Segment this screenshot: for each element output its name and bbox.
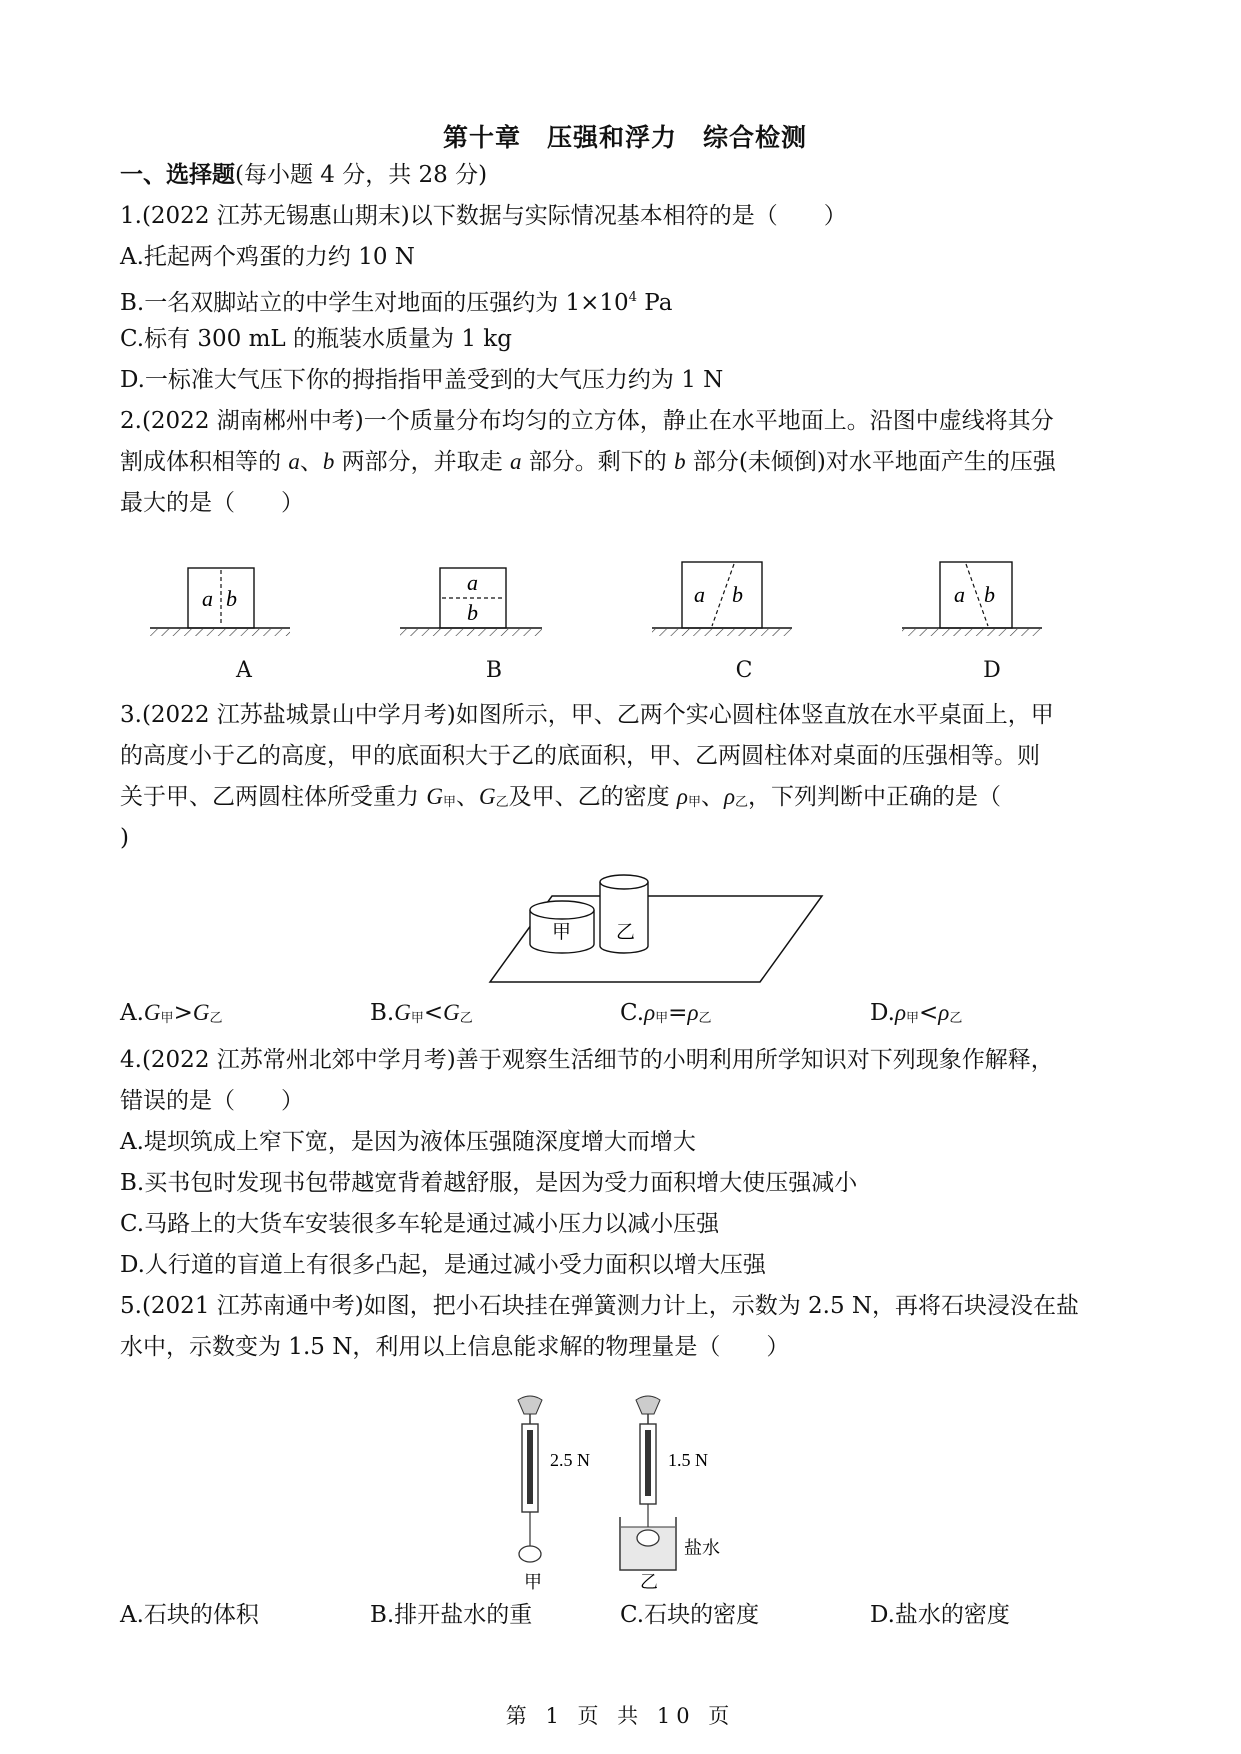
q3-opt-op: < bbox=[423, 1000, 444, 1026]
q2-fig-label-d: D bbox=[983, 658, 1001, 683]
q4-option-b: B.买书包时发现书包带越宽背着越舒服，是因为受力面积增大使压强减小 bbox=[120, 1170, 858, 1196]
q3-opt-text: B. bbox=[370, 1000, 395, 1026]
q3-sub-yi: 乙 bbox=[209, 1011, 223, 1026]
q5-option-d: D.盐水的密度 bbox=[870, 1602, 1010, 1628]
q3-fig-yi: 乙 bbox=[616, 922, 636, 943]
q3-line4: ) bbox=[120, 825, 129, 851]
q3-line1: 3.(2022 江苏盐城景山中学月考)如图所示，甲、乙两个实心圆柱体竖直放在水平桌面上，甲 bbox=[120, 702, 1054, 728]
q2-line1: 2.(2022 湖南郴州中考)一个质量分布均匀的立方体，静止在水平地面上。沿图中虚线将其分 bbox=[120, 408, 1054, 434]
q3-sub-jia: 甲 bbox=[410, 1011, 424, 1026]
q3-fig-jia: 甲 bbox=[552, 922, 572, 943]
q2-text: 部分(未倾倒)对水平地面产生的压强 bbox=[685, 449, 1056, 475]
q5-scale-yi bbox=[620, 1396, 720, 1592]
q2-figure bbox=[150, 568, 1120, 648]
q3-cylinder-jia bbox=[530, 901, 594, 953]
q3-text: 、 bbox=[700, 784, 724, 810]
q3-var-g: G bbox=[192, 1000, 210, 1025]
section-heading-note: (每小题 4 分，共 28 分) bbox=[235, 162, 488, 188]
q2-text: 割成体积相等的 bbox=[120, 449, 289, 475]
q4-option-c: C.马路上的大货车安装很多车轮是通过减小压力以减小压强 bbox=[120, 1211, 720, 1237]
q3-line2: 的高度小于乙的高度，甲的底面积大于乙的底面积，甲、乙两圆柱体对桌面的压强相等。则 bbox=[120, 743, 1040, 769]
q2-text: 两部分，并取走 bbox=[334, 449, 510, 475]
q3-var-rho: ρ bbox=[676, 784, 688, 809]
q3-opt-text: C. bbox=[620, 1000, 645, 1026]
q2-fig-d-letter-b: b bbox=[984, 582, 995, 607]
section-heading-text: 一、选择题 bbox=[120, 161, 235, 188]
q2-var-b: b bbox=[322, 449, 335, 474]
q3-sub-yi: 乙 bbox=[495, 795, 509, 810]
q2-fig-a-letter-b: b bbox=[226, 586, 237, 611]
page-footer: 第 1 页 共 10 页 bbox=[505, 1704, 736, 1728]
q4-option-d: D.人行道的盲道上有很多凸起，是通过减小受力面积以增大压强 bbox=[120, 1252, 766, 1278]
q3-line3 bbox=[120, 782, 1001, 818]
q2-figure-c bbox=[652, 562, 792, 636]
q3-text: 、 bbox=[455, 784, 479, 810]
q2-var-b: b bbox=[674, 449, 686, 474]
q5-line2: 水中，示数变为 1.5 N，利用以上信息能求解的物理量是（ ） bbox=[120, 1334, 790, 1360]
q1-option-b bbox=[120, 283, 672, 318]
q2-fig-label-c: C bbox=[735, 658, 753, 683]
q3-sub-yi: 乙 bbox=[949, 1011, 963, 1026]
q3-var-g: G bbox=[394, 1000, 411, 1025]
q4-option-a: A.堤坝筑成上窄下宽，是因为液体压强随深度增大而增大 bbox=[120, 1129, 696, 1155]
q2-fig-b-letter-b: b bbox=[467, 600, 478, 625]
section-heading bbox=[120, 160, 487, 190]
q2-text: 部分。剩下的 bbox=[521, 449, 675, 475]
q3-text: ，下列判断中正确的是（ bbox=[748, 784, 1002, 810]
q3-figure bbox=[490, 870, 830, 990]
q1-option-a: A.托起两个鸡蛋的力约 10 N bbox=[120, 244, 415, 270]
q2-figure-b bbox=[400, 568, 542, 636]
q2-var-a: a bbox=[288, 449, 300, 474]
q3-var-g: G bbox=[443, 1000, 460, 1025]
q5-line1: 5.(2021 江苏南通中考)如图，把小石块挂在弹簧测力计上，示数为 2.5 N，再将石块浸没在盐 bbox=[120, 1293, 1080, 1319]
q3-opt-text: D. bbox=[870, 1000, 895, 1026]
q2-fig-d-letter-a: a bbox=[954, 582, 965, 607]
q3-var-g: G bbox=[143, 1000, 161, 1025]
q5-figure bbox=[508, 1392, 848, 1592]
q2-fig-a-letter-a: a bbox=[202, 586, 213, 611]
q3-sub-yi: 乙 bbox=[735, 795, 749, 810]
q2-var-a: a bbox=[509, 449, 522, 474]
q5-option-b: B.排开盐水的重 bbox=[370, 1602, 533, 1628]
q3-opt-op: < bbox=[919, 1000, 939, 1026]
q1-option-b-text: B.一名双脚站立的中学生对地面的压强约为 1×10 bbox=[120, 290, 629, 316]
q3-sub-yi: 乙 bbox=[698, 1011, 712, 1026]
q3-sub-yi: 乙 bbox=[459, 1011, 473, 1026]
q3-sub-jia: 甲 bbox=[160, 1011, 174, 1026]
q3-option-a bbox=[120, 998, 222, 1034]
page-title: 第十章 压强和浮力 综合检测 bbox=[442, 123, 807, 152]
q3-opt-text: A. bbox=[120, 1000, 144, 1026]
q3-sub-jia: 甲 bbox=[442, 795, 456, 810]
q3-option-d bbox=[870, 998, 962, 1034]
q3-var-rho: ρ bbox=[687, 1000, 699, 1025]
q3-sub-jia: 甲 bbox=[655, 1011, 669, 1026]
q2-fig-label-a: A bbox=[236, 658, 252, 683]
q5-fig-salt: 盐水 bbox=[684, 1538, 720, 1558]
q2-line3: 最大的是（ ） bbox=[120, 490, 304, 516]
q3-opt-op: > bbox=[173, 1000, 193, 1026]
q1-option-b-unit: Pa bbox=[636, 290, 673, 316]
q3-opt-op: = bbox=[668, 1000, 688, 1026]
q2-fig-label-b: B bbox=[485, 658, 503, 683]
q3-text: 及甲、乙的密度 bbox=[508, 784, 677, 810]
q4-line1: 4.(2022 江苏常州北郊中学月考)善于观察生活细节的小明利用所学知识对下列现象作解释， bbox=[120, 1047, 1054, 1073]
q3-var-rho: ρ bbox=[644, 1000, 656, 1025]
q2-fig-c-letter-b: b bbox=[732, 582, 743, 607]
q5-fig-reading2: 1.5 N bbox=[668, 1450, 708, 1470]
q3-cylinder-yi bbox=[600, 875, 648, 953]
q5-fig-reading1: 2.5 N bbox=[550, 1450, 590, 1470]
q2-figure-a bbox=[150, 568, 290, 636]
q3-sub-jia: 甲 bbox=[905, 1011, 919, 1026]
q1-stem: 1.(2022 江苏无锡惠山期末)以下数据与实际情况基本相符的是（ ） bbox=[120, 203, 847, 229]
q2-fig-b-letter-a: a bbox=[467, 570, 478, 595]
q3-option-b bbox=[370, 998, 473, 1034]
q5-fig-yi: 乙 bbox=[640, 1572, 658, 1592]
q2-text: 、 bbox=[299, 449, 323, 475]
q5-option-c: C.石块的密度 bbox=[620, 1602, 760, 1628]
q3-option-c bbox=[620, 998, 712, 1034]
q5-fig-jia: 甲 bbox=[524, 1572, 542, 1592]
q1-option-c: C.标有 300 mL 的瓶装水质量为 1 kg bbox=[120, 326, 512, 352]
q3-sub-jia: 甲 bbox=[687, 795, 701, 810]
q2-fig-c-letter-a: a bbox=[694, 582, 705, 607]
q3-var-g: G bbox=[478, 784, 496, 809]
q5-scale-jia bbox=[518, 1396, 590, 1592]
q4-line2: 错误的是（ ） bbox=[120, 1088, 304, 1114]
q5-option-a: A.石块的体积 bbox=[120, 1602, 259, 1628]
q3-var-rho: ρ bbox=[894, 1000, 906, 1025]
q3-var-rho: ρ bbox=[723, 784, 736, 809]
q3-var-g: G bbox=[426, 784, 443, 809]
q3-text: 关于甲、乙两圆柱体所受重力 bbox=[120, 784, 427, 810]
q1-option-d: D.一标准大气压下你的拇指指甲盖受到的大气压力约为 1 N bbox=[120, 367, 724, 393]
q2-figure-d bbox=[902, 562, 1042, 636]
q2-line2 bbox=[120, 447, 1056, 477]
q3-var-rho: ρ bbox=[938, 1000, 950, 1025]
q1-option-b-exponent: 4 bbox=[628, 290, 637, 305]
